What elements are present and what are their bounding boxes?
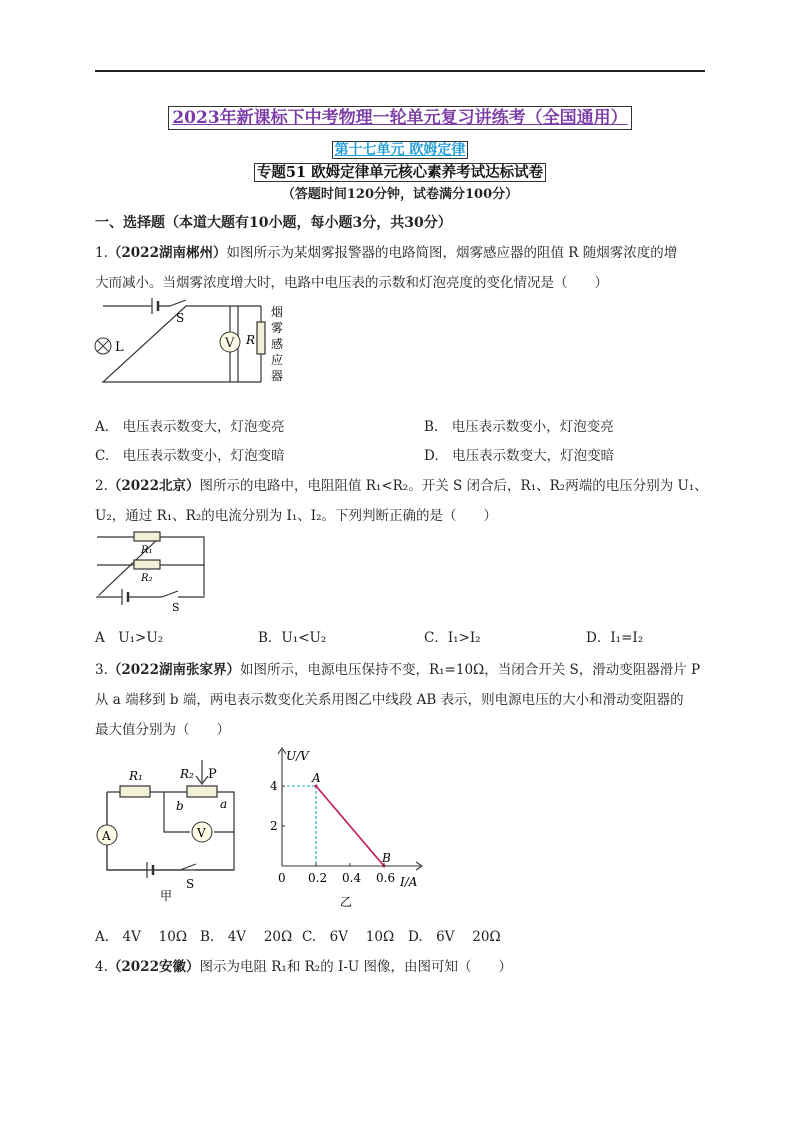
svg-text:R₁: R₁ bbox=[129, 769, 143, 783]
svg-text:a: a bbox=[220, 797, 228, 811]
q3-option-a[interactable]: A. 4V 10Ω bbox=[95, 929, 188, 945]
q2-circuit-figure bbox=[92, 527, 212, 612]
x-axis-label: I/A bbox=[400, 875, 418, 889]
svg-text:R: R bbox=[246, 333, 256, 347]
svg-text:感: 感 bbox=[271, 337, 284, 351]
svg-text:雾: 雾 bbox=[271, 321, 284, 335]
svg-text:烟: 烟 bbox=[271, 305, 284, 319]
q1-circuit-figure bbox=[90, 296, 300, 396]
q2-option-b[interactable]: B．U₁<U₂ bbox=[258, 630, 327, 646]
svg-text:器: 器 bbox=[271, 369, 284, 383]
svg-text:S: S bbox=[176, 311, 185, 325]
y-axis-label: U/V bbox=[286, 749, 309, 763]
x-tick-label: 0 bbox=[278, 871, 286, 885]
paper-title: 2023年新课标下中考物理一轮单元复习讲练考（全国通用） bbox=[0, 103, 800, 128]
svg-text:b: b bbox=[176, 799, 184, 813]
q1-line1: 1.（2022湖南郴州）如图所示为某烟雾报警器的电路简图，烟雾感应器的阻值 R 随烟雾浓度的增 bbox=[95, 245, 678, 261]
q2-option-a[interactable]: A U₁>U₂ bbox=[95, 630, 164, 646]
svg-text:S: S bbox=[172, 601, 180, 612]
svg-text:V: V bbox=[197, 826, 206, 840]
q3-circuit-figure bbox=[92, 752, 242, 902]
topic-title: 专题51 欧姆定律单元核心素养考试达标试卷 bbox=[0, 161, 800, 182]
svg-text:L: L bbox=[115, 340, 124, 355]
q2-line1: 2.（2022北京）图所示的电路中，电阻阻值 R₁<R₂。开关 S 闭合后，R₁、R₂两端的电压分别为 U₁、 bbox=[95, 478, 708, 494]
q1-option-d[interactable]: D. 电压表示数变大，灯泡变暗 bbox=[424, 448, 615, 464]
unit-title: 第十七单元 欧姆定律 bbox=[0, 139, 800, 159]
q3-option-d[interactable]: D. 6V 20Ω bbox=[408, 929, 501, 945]
svg-text:V: V bbox=[225, 336, 235, 351]
svg-text:R₂: R₂ bbox=[180, 767, 194, 781]
q3-line3: 最大值分别为（ ） bbox=[95, 722, 230, 738]
q2-option-c[interactable]: C．I₁>I₂ bbox=[424, 630, 481, 646]
x-tick-label: 0.2 bbox=[308, 871, 328, 885]
q3-line2: 从 a 端移到 b 端，两电表示数变化关系用图乙中线段 AB 表示，则电源电压的大小和滑动变阻器的 bbox=[95, 692, 684, 708]
svg-text:R₂: R₂ bbox=[141, 573, 153, 584]
y-tick-label: 4 bbox=[270, 779, 278, 793]
q2-option-d[interactable]: D．I₁=I₂ bbox=[586, 630, 644, 646]
q3-option-c[interactable]: C. 6V 10Ω bbox=[302, 929, 395, 945]
q1-option-b[interactable]: B. 电压表示数变小，灯泡变亮 bbox=[424, 419, 614, 435]
top-rule bbox=[95, 70, 705, 72]
svg-text:R₁: R₁ bbox=[141, 545, 153, 556]
exam-note: （答题时间120分钟，试卷满分100分） bbox=[281, 187, 519, 202]
point-label-B: B bbox=[382, 851, 391, 865]
y-tick-label: 2 bbox=[270, 819, 278, 833]
q2-line2: U₂，通过 R₁、R₂的电流分别为 I₁、I₂。下列判断正确的是（ ） bbox=[95, 508, 498, 524]
point-label-A: A bbox=[312, 771, 321, 785]
q3-ui-graph bbox=[262, 740, 437, 910]
q3-option-b[interactable]: B. 4V 20Ω bbox=[200, 929, 293, 945]
q1-option-c[interactable]: C. 电压表示数变小，灯泡变暗 bbox=[95, 448, 285, 464]
x-tick-label: 0.4 bbox=[342, 871, 362, 885]
svg-text:应: 应 bbox=[271, 353, 284, 367]
q1-option-a[interactable]: A. 电压表示数变大，灯泡变亮 bbox=[95, 419, 285, 435]
q1-line2: 大而减小。当烟雾浓度增大时，电路中电压表的示数和灯泡亮度的变化情况是（ ） bbox=[95, 275, 608, 291]
svg-text:甲: 甲 bbox=[160, 889, 173, 902]
q4-line1: 4.（2022安徽）图示为电阻 R₁和 R₂的 I-U 图像，由图可知（ ） bbox=[95, 959, 513, 975]
q3-line1: 3.（2022湖南张家界）如图所示，电源电压保持不变，R₁=10Ω，当闭合开关 S，滑动变阻器滑片 P bbox=[95, 662, 701, 678]
section-heading: 一、选择题（本道大题有10小题，每小题3分，共30分） bbox=[95, 215, 452, 231]
svg-text:P: P bbox=[208, 767, 217, 782]
series-line-0 bbox=[316, 786, 384, 866]
x-tick-label: 0.6 bbox=[376, 871, 396, 885]
chart-caption: 乙 bbox=[340, 895, 353, 909]
svg-text:A: A bbox=[102, 829, 111, 843]
svg-text:S: S bbox=[186, 877, 195, 891]
